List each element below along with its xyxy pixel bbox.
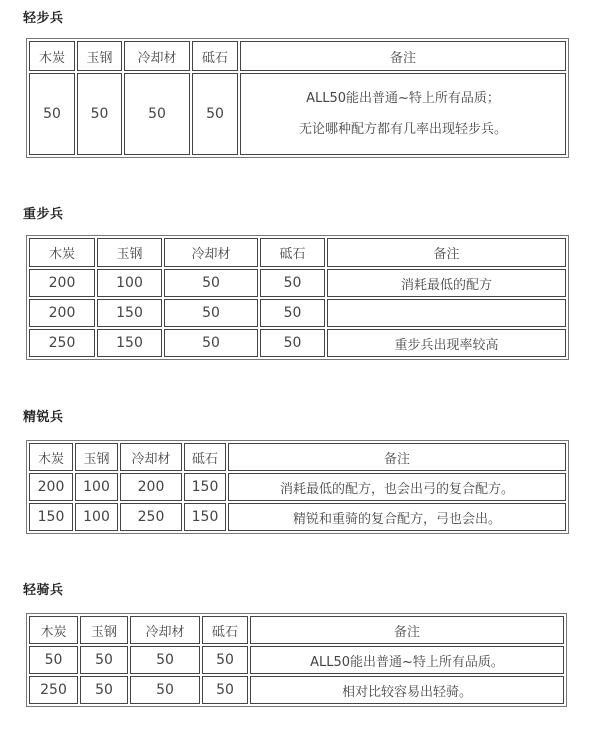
cell-tamahagane: 50 (80, 676, 128, 704)
recipe-table-heavy-infantry (26, 235, 569, 360)
cell-tamahagane: 100 (75, 503, 118, 531)
cell-charcoal: 200 (29, 299, 95, 327)
table-header-row (29, 616, 564, 644)
section-title-light-cavalry: 轻骑兵 (23, 583, 64, 598)
cell-charcoal: 50 (29, 646, 78, 674)
header-tamahagane: 玉钢 (97, 238, 162, 267)
table-header-row (29, 238, 566, 267)
header-notes: 备注 (228, 443, 566, 471)
cell-charcoal: 50 (29, 73, 75, 155)
header-tamahagane: 玉钢 (75, 443, 118, 471)
section-title-light-infantry: 轻步兵 (23, 11, 64, 26)
cell-whetstone: 50 (260, 329, 325, 357)
cell-charcoal: 150 (29, 503, 73, 531)
cell-whetstone: 150 (184, 503, 226, 531)
header-tamahagane: 玉钢 (77, 41, 122, 71)
table-row (29, 676, 564, 704)
table-row (29, 269, 566, 297)
cell-whetstone: 150 (184, 473, 226, 501)
header-notes: 备注 (240, 41, 566, 71)
section-title-elite-infantry: 精锐兵 (23, 410, 64, 425)
header-whetstone: 砥石 (260, 238, 325, 267)
cell-tamahagane: 100 (75, 473, 118, 501)
cell-tamahagane: 150 (97, 299, 162, 327)
cell-tamahagane: 50 (77, 73, 122, 155)
cell-coolant: 50 (124, 73, 190, 155)
cell-notes (240, 73, 566, 155)
header-coolant: 冷却材 (120, 443, 182, 471)
header-whetstone: 砥石 (192, 41, 238, 71)
cell-tamahagane: 50 (80, 646, 128, 674)
table-row (29, 473, 566, 501)
note-line-1: ALL50能出普通~特上所有品质； (306, 90, 500, 106)
cell-coolant: 50 (130, 646, 200, 674)
header-coolant: 冷却材 (124, 41, 190, 71)
header-charcoal: 木炭 (29, 443, 73, 471)
cell-tamahagane: 100 (97, 269, 162, 297)
table-row (29, 503, 566, 531)
cell-whetstone: 50 (202, 676, 248, 704)
table-row (29, 329, 566, 357)
recipe-table-light-cavalry (26, 613, 567, 707)
cell-notes: 消耗最低的配方 (327, 269, 566, 297)
header-charcoal: 木炭 (29, 41, 75, 71)
table-row (29, 646, 564, 674)
cell-whetstone: 50 (260, 269, 325, 297)
table-row (29, 73, 566, 155)
header-charcoal: 木炭 (29, 616, 78, 644)
cell-coolant: 50 (164, 269, 258, 297)
cell-coolant: 50 (164, 299, 258, 327)
cell-notes: 重步兵出现率较高 (327, 329, 566, 357)
cell-coolant: 50 (164, 329, 258, 357)
cell-charcoal: 200 (29, 473, 73, 501)
cell-charcoal: 250 (29, 676, 78, 704)
cell-coolant: 250 (120, 503, 182, 531)
header-tamahagane: 玉钢 (80, 616, 128, 644)
table-header-row (29, 443, 566, 471)
table-header-row (29, 41, 566, 71)
cell-tamahagane: 150 (97, 329, 162, 357)
header-whetstone: 砥石 (202, 616, 248, 644)
header-coolant: 冷却材 (164, 238, 258, 267)
header-whetstone: 砥石 (184, 443, 226, 471)
cell-notes: 精锐和重骑的复合配方，弓也会出。 (228, 503, 566, 531)
header-notes: 备注 (250, 616, 564, 644)
cell-notes: 消耗最低的配方，也会出弓的复合配方。 (228, 473, 566, 501)
cell-whetstone: 50 (192, 73, 238, 155)
recipe-table-light-infantry (26, 38, 569, 158)
header-charcoal: 木炭 (29, 238, 95, 267)
cell-coolant: 200 (120, 473, 182, 501)
cell-notes: 相对比较容易出轻骑。 (250, 676, 564, 704)
cell-notes (327, 299, 566, 327)
cell-whetstone: 50 (202, 646, 248, 674)
note-line-2: 无论哪种配方都有几率出现轻步兵。 (298, 121, 507, 137)
header-notes: 备注 (327, 238, 566, 267)
table-row (29, 299, 566, 327)
section-title-heavy-infantry: 重步兵 (23, 207, 64, 222)
cell-notes: ALL50能出普通~特上所有品质。 (250, 646, 564, 674)
cell-whetstone: 50 (260, 299, 325, 327)
cell-coolant: 50 (130, 676, 200, 704)
header-coolant: 冷却材 (130, 616, 200, 644)
cell-charcoal: 250 (29, 329, 95, 357)
cell-charcoal: 200 (29, 269, 95, 297)
recipe-table-elite-infantry (26, 440, 569, 534)
